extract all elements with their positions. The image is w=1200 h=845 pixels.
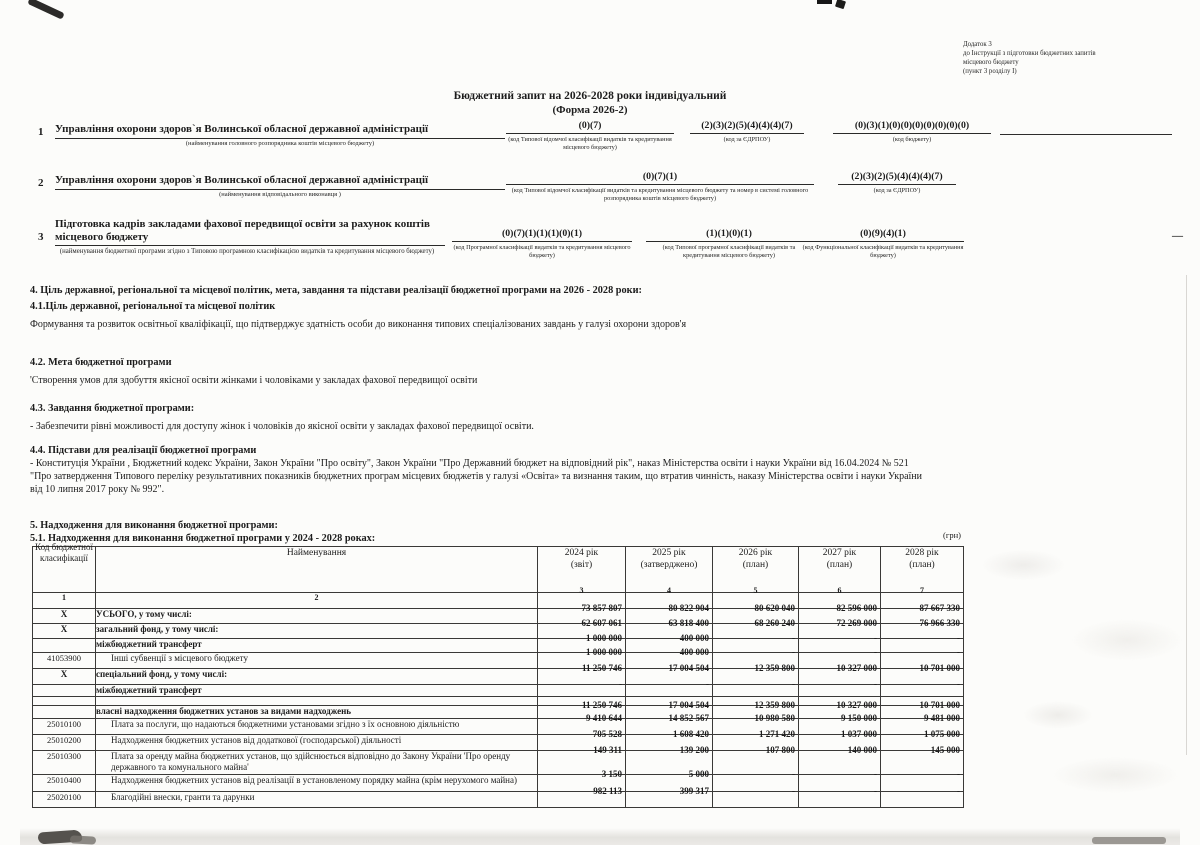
- item-2-number: 2: [38, 177, 44, 189]
- value-cell: 17 004 504: [626, 669, 713, 685]
- item-1-number: 1: [38, 126, 44, 138]
- section-4-4-text-line2: "Про затвердження Типового переліку результативних показників бюджетних програм місцевих бюджетів у галузі «Освіта» та визнання таким, що втратив чинність, наказу Міністерства освіти і науки України: [30, 471, 922, 482]
- header-2027-kind: (план): [826, 560, 853, 570]
- section-4-heading: 4. Ціль державної, регіональної та місцевої політик, мета, завдання та підстави реалізації бюджетної програми на 2026 - 2028 роки:: [30, 285, 642, 296]
- value-cell: 72 269 000: [799, 624, 881, 639]
- row-code: X: [33, 669, 96, 685]
- row-code: 25020100: [33, 792, 96, 808]
- item-1-name: Управління охорони здоров`я Волинської обласної державної адміністрації: [55, 123, 505, 139]
- value-cell: 3 150: [538, 775, 626, 792]
- value-cell: 982 113: [538, 792, 626, 808]
- item-3-code-3-value: (0)(9)(4)(1): [802, 228, 964, 242]
- header-2024-year: 2024 рік: [564, 548, 599, 558]
- value-cell: -: [799, 685, 881, 697]
- value-cell: -: [799, 775, 881, 792]
- table-header-row: [33, 547, 964, 593]
- value-cell: -: [799, 639, 881, 653]
- appendix-line-1: Додаток 3: [963, 41, 992, 48]
- item-3-name-line1: Підготовка кадрів закладами фахової передвищої освіти за рахунок коштів: [55, 218, 430, 230]
- row-code: X: [33, 624, 96, 639]
- value-cell: 1 000 000: [538, 639, 626, 653]
- item-2-code-1-value: (0)(7)(1): [506, 171, 814, 185]
- value-cell: 399 317: [626, 792, 713, 808]
- value-cell: 1 271 420: [713, 735, 799, 751]
- currency-note: (грн): [943, 530, 961, 540]
- value-cell: 1 608 420: [626, 735, 713, 751]
- section-5-1-heading: 5.1. Надходження для виконання бюджетної програми у 2024 - 2028 роках:: [30, 533, 376, 544]
- row-code: X: [33, 609, 96, 624]
- row-name: Надходження бюджетних установ від реалізації в установленому порядку майна (крім нерухомого майна): [96, 775, 538, 792]
- value-cell: 705 528: [538, 735, 626, 751]
- value-cell: 9 150 000: [799, 719, 881, 735]
- value-cell: 73 857 807: [538, 609, 626, 624]
- row-name: власні надходження бюджетних установ за видами надходжень: [96, 706, 538, 719]
- appendix-note: [963, 40, 1163, 76]
- table-row-total: [33, 609, 964, 624]
- value-cell: 63 818 400: [626, 624, 713, 639]
- value-cell: -: [881, 792, 964, 808]
- value-cell: -: [881, 653, 964, 669]
- item-1-code-3-value: (0)(3)(1)(0)(0)(0)(0)(0)(0)(0): [833, 120, 991, 134]
- section-4-3-text: - Забезпечити рівні можливості для доступу жінок і чоловіків до якісної освіти у закладах фахової передвищої освіти.: [30, 421, 534, 432]
- row-name: Інші субвенції з місцевого бюджету: [96, 653, 538, 669]
- table-row-special-fund: [33, 669, 964, 685]
- appendix-line-3: місцевого бюджету: [963, 59, 1019, 66]
- header-2026-kind: (план): [742, 560, 769, 570]
- value-cell: 149 311: [538, 751, 626, 775]
- value-cell: -: [799, 792, 881, 808]
- value-cell: 10 701 000: [881, 706, 964, 719]
- page-edge-line: [1186, 275, 1187, 755]
- value-cell: 10 980 580: [713, 719, 799, 735]
- row-name: Благодійні внески, гранти та дарунки: [96, 792, 538, 808]
- section-4-1-heading: 4.1.Ціль державної, регіональної та місцевої політик: [30, 301, 276, 312]
- value-cell: 10 701 000: [881, 669, 964, 685]
- row-name: Плата за оренду майна бюджетних установ, що здійснюється відповідно до Закону України 'Про оренду державного та комунального майна': [96, 751, 538, 775]
- value-cell: -: [538, 685, 626, 697]
- value-cell: 145 000: [881, 751, 964, 775]
- item-3-code-block-3: [802, 228, 964, 260]
- scan-mark-bottom-right: [1092, 837, 1166, 844]
- item-3-code-2-value: (1)(1)(0)(1): [646, 228, 812, 242]
- form-title: [0, 90, 1180, 117]
- value-cell: 10 327 000: [799, 669, 881, 685]
- value-cell: 68 260 240: [713, 624, 799, 639]
- colnum-1: 1: [33, 593, 96, 609]
- value-cell: -: [881, 685, 964, 697]
- table-row-25010400: [33, 775, 964, 792]
- value-cell: 1 000 000: [538, 653, 626, 669]
- section-4-4-text-line3: від 10 липня 2017 року № 992".: [30, 484, 165, 495]
- value-cell: -: [713, 792, 799, 808]
- value-cell: 107 800: [713, 751, 799, 775]
- item-1-code-1-caption: (код Типової відомчої класифікації видатків та кредитування місцевого бюджету): [508, 135, 672, 151]
- header-2025-kind: (затверджено): [640, 560, 698, 570]
- header-code-label: Код бюджетної класифікації: [35, 542, 93, 563]
- row-code: [33, 706, 96, 719]
- value-cell: -: [881, 639, 964, 653]
- form-title-line1: Бюджетний запит на 2026-2028 роки індивідуальний: [453, 90, 727, 102]
- row-code: 25010200: [33, 735, 96, 751]
- row-name: міжбюджетний трансферт: [96, 639, 538, 653]
- header-2028-year: 2028 рік: [905, 548, 939, 558]
- colnum-7: 7: [920, 586, 924, 595]
- row-code: [33, 697, 96, 706]
- item-3-code-block-2: [646, 228, 812, 260]
- revenues-table: [32, 542, 964, 808]
- header-code-cell: [33, 542, 96, 593]
- row-code: 25010400: [33, 775, 96, 792]
- value-cell: 400 000: [626, 653, 713, 669]
- value-cell: 87 667 330: [881, 609, 964, 624]
- paper-texture-right: [966, 505, 1196, 805]
- item-2-code-2-value: (2)(3)(2)(5)(4)(4)(4)(7): [838, 171, 956, 185]
- section-5-heading: 5. Надходження для виконання бюджетної програми:: [30, 520, 278, 531]
- colnum-6: 6: [837, 586, 842, 595]
- header-name-cell: [96, 547, 538, 593]
- table-row-general-fund: [33, 624, 964, 639]
- colnum-2: 2: [96, 593, 538, 609]
- item-1-code-2-caption: (код за ЄДРПОУ): [723, 135, 771, 143]
- section-4-4-text-line1: - Конституція України , Бюджетний кодекс України, Закон України "Про освіту", Закон України "Про Державний бюджет на відповідний рік", наказ Міністерства освіти і науки України від 16.04.2024 № 521: [30, 458, 909, 469]
- item-3-code-2-caption: (код Типової програмної класифікації видатків та кредитування місцевого бюджету): [662, 243, 796, 259]
- row-name: спеціальний фонд, у тому числі:: [96, 669, 538, 685]
- item-1-trailing-rule: [1000, 134, 1172, 135]
- table-row-25020100: [33, 792, 964, 808]
- table-row-own-revenues: [33, 706, 964, 719]
- row-name: [96, 697, 538, 706]
- value-cell: -: [626, 685, 713, 697]
- item-3-code-1-value: (0)(7)(1)(1)(1)(0)(1): [452, 228, 632, 242]
- colnum-5: 5: [753, 586, 758, 595]
- item-2-name: Управління охорони здоров`я Волинської обласної державної адміністрації: [55, 174, 505, 190]
- scan-mark-bottom-left-b: [70, 835, 96, 844]
- value-cell: 9 410 644: [538, 719, 626, 735]
- item-1-code-1-value: (0)(7): [506, 120, 674, 134]
- table-row-interbudget-transfer-special: [33, 685, 964, 697]
- value-cell: -: [713, 653, 799, 669]
- section-4-3-heading: 4.3. Завдання бюджетної програми:: [30, 403, 195, 414]
- row-name: загальний фонд, у тому числі:: [96, 624, 538, 639]
- item-3-code-1-caption: (код Програмної класифікації видатків та кредитування місцевого бюджету): [453, 243, 631, 259]
- scan-mark-top-left: [27, 0, 64, 20]
- table-row-spacer: [33, 697, 964, 706]
- row-name: Плата за послуги, що надаються бюджетними установами згідно з їх основною діяльністю: [96, 719, 538, 735]
- row-code: 25010300: [33, 751, 96, 775]
- value-cell: 1 037 000: [799, 735, 881, 751]
- value-cell: -: [713, 685, 799, 697]
- form-title-line2: (Форма 2026-2): [552, 104, 628, 116]
- table-row-25010300: [33, 751, 964, 775]
- section-4-2-text: 'Створення умов для здобуття якісної освіти жінками і чоловіками у закладах фахової передвищої освіти: [30, 375, 478, 386]
- table-row-other-subventions: [33, 653, 964, 669]
- item-1-code-block-3: [833, 120, 991, 144]
- value-cell: 10 327 000: [799, 706, 881, 719]
- value-cell: 80 620 040: [713, 609, 799, 624]
- scan-dash-mark: —: [1172, 230, 1183, 242]
- appendix-line-2: до Інструкції з підготовки бюджетних запитів: [963, 50, 1096, 57]
- value-cell: 12 359 800: [713, 669, 799, 685]
- section-4-4-heading: 4.4. Підстави для реалізації бюджетної програми: [30, 445, 257, 456]
- scan-mark-top-b: [835, 0, 846, 9]
- item-3-code-3-caption: (код Функціональної класифікації видатків та кредитування бюджету): [802, 243, 964, 259]
- table-row-25010100: [33, 719, 964, 735]
- value-cell: 12 359 800: [713, 706, 799, 719]
- column-numbering-row: [33, 593, 964, 609]
- item-1-code-2-value: (2)(3)(2)(5)(4)(4)(4)(7): [690, 120, 804, 134]
- item-3-caption: (найменування бюджетної програми згідно з Типовою програмною класифікацією видатків та кредитування місцевого бюджету): [59, 248, 435, 255]
- section-4-1-text: Формування та розвиток освітньої кваліфікації, що підтверджує здатність особи до виконання типових спеціалізованих завдань у галузі охорони здоров'я: [30, 319, 687, 330]
- row-name: міжбюджетний трансферт: [96, 685, 538, 697]
- item-1-code-3-caption: (код бюджету): [892, 135, 932, 143]
- item-1-code-block-2: [690, 120, 804, 144]
- value-cell: 76 966 330: [881, 624, 964, 639]
- row-name: Надходження бюджетних установ від додаткової (господарської) діяльності: [96, 735, 538, 751]
- header-2026-year: 2026 рік: [738, 548, 773, 558]
- item-2-code-block-2: [838, 171, 956, 195]
- row-code: 41053900: [33, 653, 96, 669]
- value-cell: 14 852 567: [626, 719, 713, 735]
- value-cell: -: [799, 653, 881, 669]
- value-cell: -: [713, 639, 799, 653]
- header-name-label: Найменування: [286, 548, 347, 558]
- row-code: [33, 639, 96, 653]
- item-3-number: 3: [38, 231, 44, 243]
- value-cell: 11 250 746: [538, 669, 626, 685]
- item-3-name-line2: місцевого бюджету: [55, 230, 149, 243]
- item-2-code-2-caption: (код за ЄДРПОУ): [873, 186, 921, 194]
- header-2028-kind: (план): [909, 560, 935, 570]
- item-3-name: [55, 218, 445, 246]
- table-row-25010200: [33, 735, 964, 751]
- row-code: [33, 685, 96, 697]
- row-code: 25010100: [33, 719, 96, 735]
- table-row-interbudget-transfer: [33, 639, 964, 653]
- value-cell: 140 000: [799, 751, 881, 775]
- item-3-code-block-1: [452, 228, 632, 260]
- value-cell: 62 607 061: [538, 624, 626, 639]
- value-cell: -: [713, 775, 799, 792]
- value-cell: 1 075 000: [881, 735, 964, 751]
- section-4-2-heading: 4.2. Мета бюджетної програми: [30, 357, 172, 368]
- value-cell: 17 004 504: [626, 706, 713, 719]
- item-1-caption: (найменування головного розпорядника коштів місцевого бюджету): [185, 140, 375, 147]
- value-cell: 139 200: [626, 751, 713, 775]
- value-cell: 82 596 000: [799, 609, 881, 624]
- value-cell: 80 822 904: [626, 609, 713, 624]
- value-cell: -: [881, 775, 964, 792]
- header-2025-year: 2025 рік: [652, 548, 686, 558]
- header-2024-kind: (звіт): [570, 560, 593, 570]
- paper-texture-bottom: [20, 828, 1180, 845]
- item-2-code-1-caption: (код Типової відомчої класифікації видатків та кредитування місцевого бюджету та номер в системі головного розпорядника коштів місцевого бюджету): [511, 186, 809, 202]
- item-1-code-block-1: [506, 120, 674, 152]
- value-cell: 9 481 000: [881, 719, 964, 735]
- colnum-3: 3: [579, 586, 584, 595]
- colnum-4: 4: [667, 586, 671, 595]
- value-cell: 11 250 746: [538, 706, 626, 719]
- scan-mark-top-a: [817, 0, 832, 4]
- appendix-line-4: (пункт 3 розділу І): [963, 68, 1017, 75]
- item-2-caption: (найменування відповідального виконавця ): [219, 191, 341, 198]
- value-cell: 400 000: [626, 639, 713, 653]
- row-name: УСЬОГО, у тому числі:: [96, 609, 538, 624]
- header-2027-year: 2027 рік: [822, 548, 857, 558]
- item-2-code-block-1: [506, 171, 814, 203]
- value-cell: 5 000: [626, 775, 713, 792]
